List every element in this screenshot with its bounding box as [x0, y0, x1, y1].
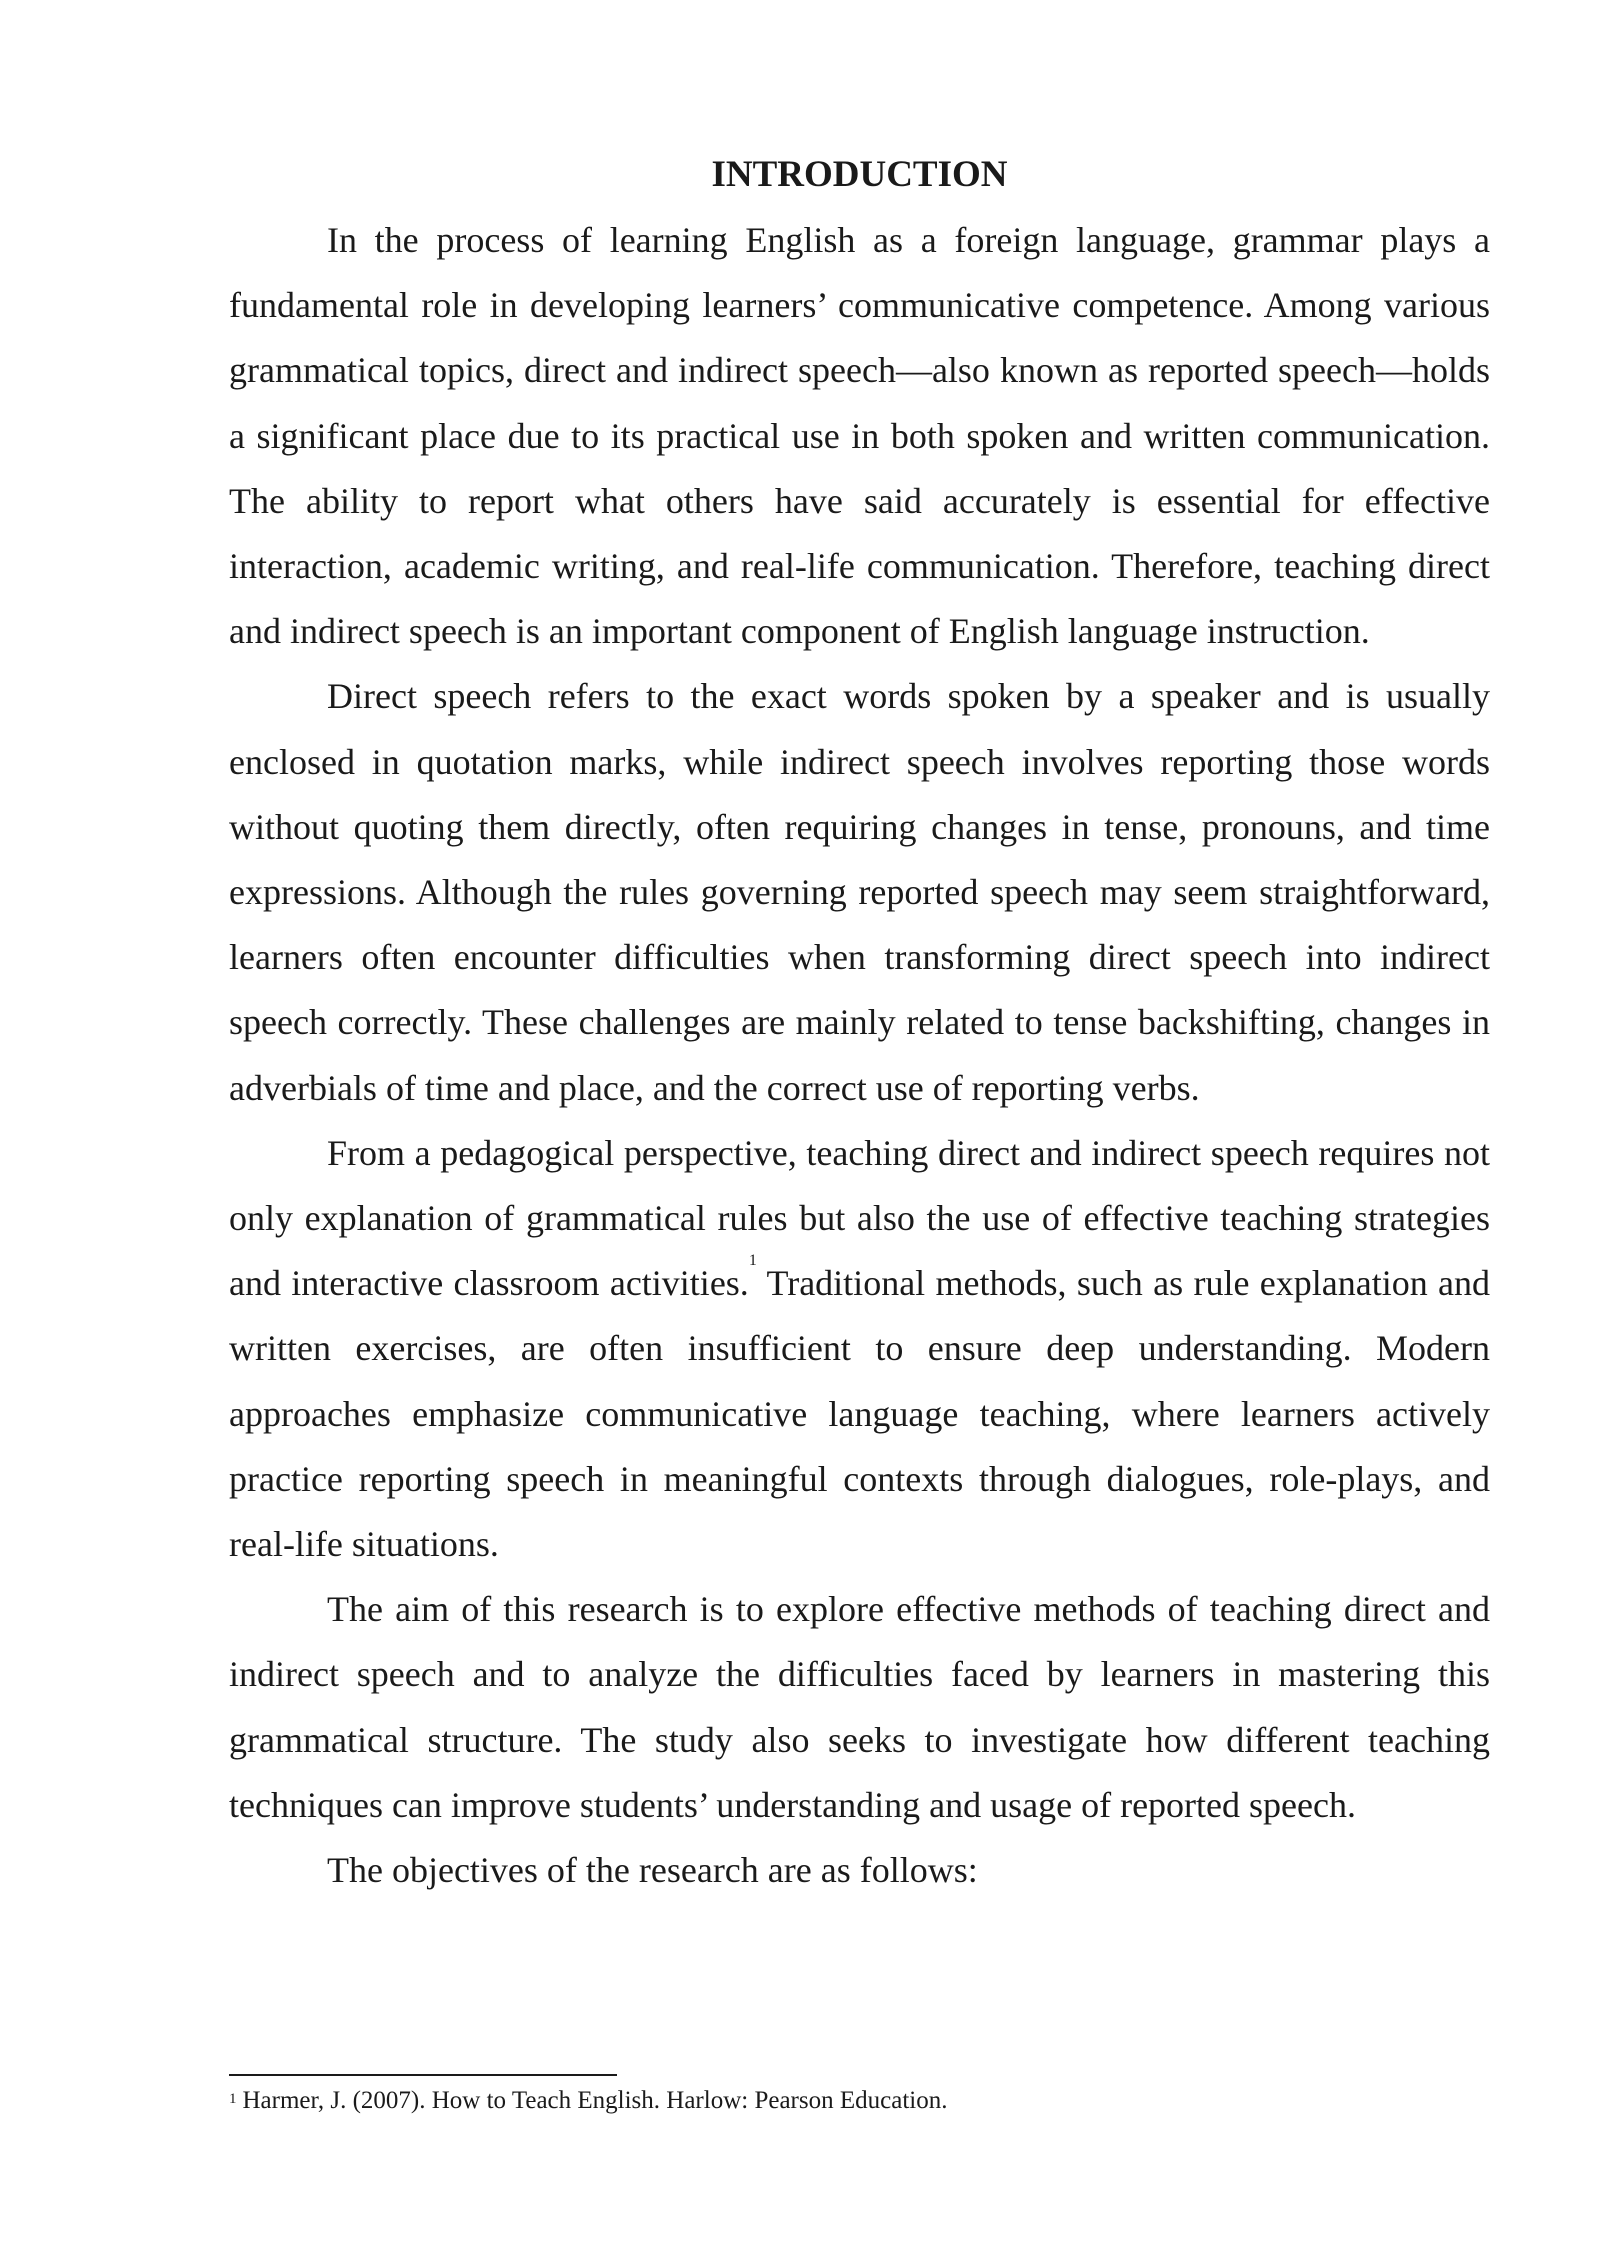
- paragraph-3: [229, 1121, 1490, 1577]
- page-title: INTRODUCTION: [711, 154, 1008, 195]
- paragraph-3-text-b: Traditional methods, such as rule explanation and written exercises, are often insufficient to ensure deep understanding. Modern approaches emphasize communicative language teaching, where learners actively practice reporting speech in meaningful contexts through dialogues, role-plays, and real-life situations.: [229, 1263, 1491, 1565]
- paragraph-1: In the process of learning English as a foreign language, grammar plays a fundamental role in developing learners’ communicative competence. Among various grammatical topics, direct and indirect speech—also known as reported speech—holds a significant place due to its practical use in both spoken and written communication. The ability to report what others have said accurately is essential for effective interaction, academic writing, and real-life communication. Therefore, teaching direct and indirect speech is an important component of English language instruction.: [229, 220, 1490, 652]
- footnote-mark: 1: [229, 2091, 237, 2107]
- footnote: [229, 2084, 1490, 2118]
- paragraph-2: Direct speech refers to the exact words spoken by a speaker and is usually enclosed in quotation marks, while indirect speech involves reporting those words without quoting them directly, often requiring changes in tense, pronouns, and time expressions. Although the rules governing reported speech may seem straightforward, learners often encounter difficulties when transforming direct speech into indirect speech correctly. These challenges are mainly related to tense backshifting, changes in adverbials of time and place, and the correct use of reporting verbs.: [229, 676, 1490, 1108]
- paragraph-3-text-a: From a pedagogical perspective, teaching direct and indirect speech requires not only explanation of grammatical rules but also the use of effective teaching strategies and interactive classroom activities.: [229, 1132, 1490, 1304]
- footnote-reference: 1: [748, 1252, 757, 1270]
- footnote-separator: [229, 2074, 617, 2076]
- paragraph-5: The objectives of the research are as follows:: [327, 1850, 978, 1891]
- body-text: [229, 208, 1490, 1903]
- paragraph-4: The aim of this research is to explore effective methods of teaching direct and indirect speech and to analyze the difficulties faced by learners in mastering this grammatical structure. The study also seeks to investigate how different teaching techniques can improve students’ understanding and usage of reported speech.: [229, 1589, 1490, 1825]
- footnote-text: Harmer, J. (2007). How to Teach English. Harlow: Pearson Education.: [242, 2087, 948, 2114]
